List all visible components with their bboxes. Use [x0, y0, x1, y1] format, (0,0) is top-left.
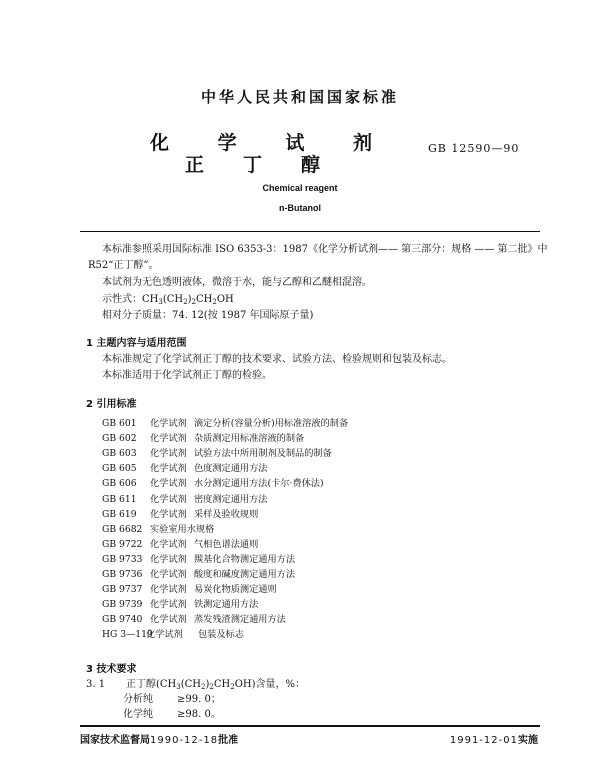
intro-line-3: 本试剂为无色透明液体，微溶于水，能与乙醇和乙醚相混溶。 — [102, 277, 372, 288]
title-char: 试 — [285, 132, 305, 154]
reference-title: 杂质测定用标准溶液的制备 — [194, 433, 305, 445]
molar-mass-line: 相对分子质量：74. 12(按 1987 年国际原子量) — [102, 310, 314, 321]
reference-title: 易炭化物质测定通则 — [194, 584, 277, 596]
reference-code: GB 611 — [102, 493, 137, 505]
reference-item — [102, 611, 286, 625]
effective-note — [450, 731, 538, 746]
reference-category: 化学试剂 — [150, 569, 187, 580]
reference-item — [102, 536, 258, 550]
national-standard-heading: 中华人民共和国国家标准 — [200, 88, 399, 106]
reference-item — [102, 475, 324, 489]
formula-subscript: 3 — [158, 298, 163, 306]
clause-text: (CH — [180, 679, 202, 690]
reference-category: 化学试剂 — [150, 553, 187, 565]
reference-category: 化学试剂 — [150, 614, 187, 626]
reference-item — [102, 626, 244, 640]
section-3-heading: 3 技术要求 — [86, 664, 137, 675]
formula-line — [102, 293, 234, 307]
formula-label: 示性式： — [102, 294, 142, 305]
reference-category: 化学试剂 — [150, 448, 187, 460]
reference-category: 化学试剂 — [150, 478, 187, 490]
intro-line-1: 本标准参照采用国际标准 ISO 6353-3：1987《化学分析试剂—— 第三部分：规格 —— 第二批》中 — [102, 244, 548, 255]
reference-code: GB 6682 — [102, 523, 143, 535]
reference-title: 酸度和碱度测定通用方法 — [194, 569, 296, 580]
reference-category: 化学试剂 — [150, 463, 187, 475]
title-char: 正 — [185, 154, 205, 176]
formula-part: CH — [195, 294, 213, 305]
gb-number: GB 12590—90 — [428, 142, 520, 155]
approval-date: 1990-12-18 — [150, 735, 219, 746]
reference-title: 羰基化合物测定通用方法 — [194, 553, 296, 565]
formula-part: (CH — [162, 294, 184, 305]
clause-text: CH — [213, 679, 231, 690]
grade-row — [123, 708, 221, 722]
header-divider — [80, 231, 540, 232]
footer-divider — [80, 725, 540, 727]
reference-category: 化学试剂 — [146, 629, 183, 641]
grade-value: ≥98. 0。 — [177, 709, 221, 720]
reference-code: GB 606 — [102, 478, 137, 490]
reference-item — [102, 430, 304, 444]
title-line-2 — [185, 150, 320, 177]
section-2-heading: 2 引用标准 — [86, 399, 137, 410]
clause-text: OH)含量，%： — [234, 679, 306, 690]
grade-row — [123, 693, 221, 707]
title-char: 丁 — [242, 154, 262, 176]
clause-3-1 — [86, 678, 305, 692]
reference-item — [102, 551, 295, 565]
reference-category: 化学试剂 — [150, 508, 187, 520]
effective-date: 1991-12-01 — [449, 735, 518, 746]
reference-item — [102, 491, 268, 505]
reference-category: 化学试剂 — [150, 599, 187, 611]
grade-value: ≥99. 0； — [177, 694, 221, 705]
formula-subscript: 2 — [212, 298, 217, 306]
reference-title: 铁测定通用方法 — [194, 599, 259, 611]
reference-item — [102, 415, 348, 429]
title-char: 学 — [217, 132, 237, 154]
section-1-line-2: 本标准适用于化学试剂正丁醇的检验。 — [102, 370, 272, 381]
formula-subscript: 2 — [191, 298, 196, 306]
grade-name: 化学纯 — [123, 709, 153, 720]
reference-item — [102, 596, 258, 610]
reference-code: GB 9736 — [102, 569, 143, 580]
reference-code: GB 9739 — [102, 599, 143, 611]
reference-category: 化学试剂 — [150, 433, 187, 445]
formula-subscript: 2 — [230, 683, 235, 691]
title-char: 化 — [150, 132, 170, 154]
reference-item — [102, 566, 295, 580]
reference-item — [102, 521, 214, 535]
reference-code: HG 3—119 — [102, 629, 153, 641]
english-subtitle: n-Butanol — [279, 203, 321, 213]
formula-subscript: 2 — [183, 298, 188, 306]
english-title: Chemical reagent — [262, 183, 338, 193]
reference-code: GB 603 — [102, 448, 137, 460]
title-char: 醇 — [300, 154, 320, 176]
section-1-line-1: 本标准规定了化学试剂正丁醇的技术要求、试验方法、检验规则和包装及标志。 — [102, 354, 452, 365]
reference-item — [102, 581, 277, 595]
reference-title: 密度测定通用方法 — [194, 493, 268, 505]
clause-text: 正丁醇(CH — [126, 679, 177, 690]
approving-agency: 国家技术监督局 — [80, 735, 150, 746]
reference-code: GB 9740 — [102, 614, 143, 626]
title-char: 剂 — [352, 132, 372, 154]
reference-title: 色度测定通用方法 — [194, 463, 268, 475]
section-1-heading: 1 主题内容与适用范围 — [86, 338, 187, 349]
reference-category: 化学试剂 — [150, 418, 187, 429]
reference-title: 包装及标志 — [198, 629, 244, 641]
reference-code: GB 9722 — [102, 538, 143, 550]
reference-title: 滴定分析(容量分析)用标准溶液的制备 — [194, 418, 349, 429]
reference-code: GB 605 — [102, 463, 137, 475]
reference-item — [102, 460, 268, 474]
reference-title: 实验室用水规格 — [150, 523, 215, 535]
formula-subscript: 2 — [201, 683, 206, 691]
formula-part: OH — [216, 294, 234, 305]
reference-title: 试验方法中所用制剂及制品的制备 — [194, 448, 332, 460]
reference-code: GB 601 — [102, 418, 137, 429]
clause-number: 3. 1 — [86, 679, 106, 690]
grade-name: 分析纯 — [123, 694, 153, 705]
reference-title: 采样及验收规则 — [194, 508, 259, 520]
reference-title: 水分测定通用方法(卡尔·费休法) — [194, 478, 324, 490]
effective-suffix: 实施 — [518, 735, 538, 746]
reference-item — [102, 445, 332, 459]
intro-line-2: R52“正丁醇”。 — [88, 260, 159, 271]
approval-note — [80, 731, 238, 746]
reference-code: GB 9737 — [102, 584, 143, 596]
formula-part: ) — [187, 294, 192, 305]
approval-suffix: 批准 — [218, 735, 239, 746]
reference-code: GB 619 — [102, 508, 137, 520]
reference-item — [102, 506, 258, 520]
reference-title: 气相色谱法通则 — [194, 538, 259, 550]
reference-category: 化学试剂 — [150, 493, 187, 505]
clause-text: ) — [205, 679, 210, 690]
formula-subscript: 3 — [176, 683, 181, 691]
reference-code: GB 602 — [102, 433, 137, 445]
reference-code: GB 9733 — [102, 553, 143, 565]
reference-category: 化学试剂 — [150, 538, 187, 550]
reference-title: 蒸发残渣测定通用方法 — [194, 614, 286, 626]
formula-subscript: 2 — [209, 683, 214, 691]
formula-part: CH — [142, 294, 159, 305]
reference-category: 化学试剂 — [150, 584, 187, 596]
